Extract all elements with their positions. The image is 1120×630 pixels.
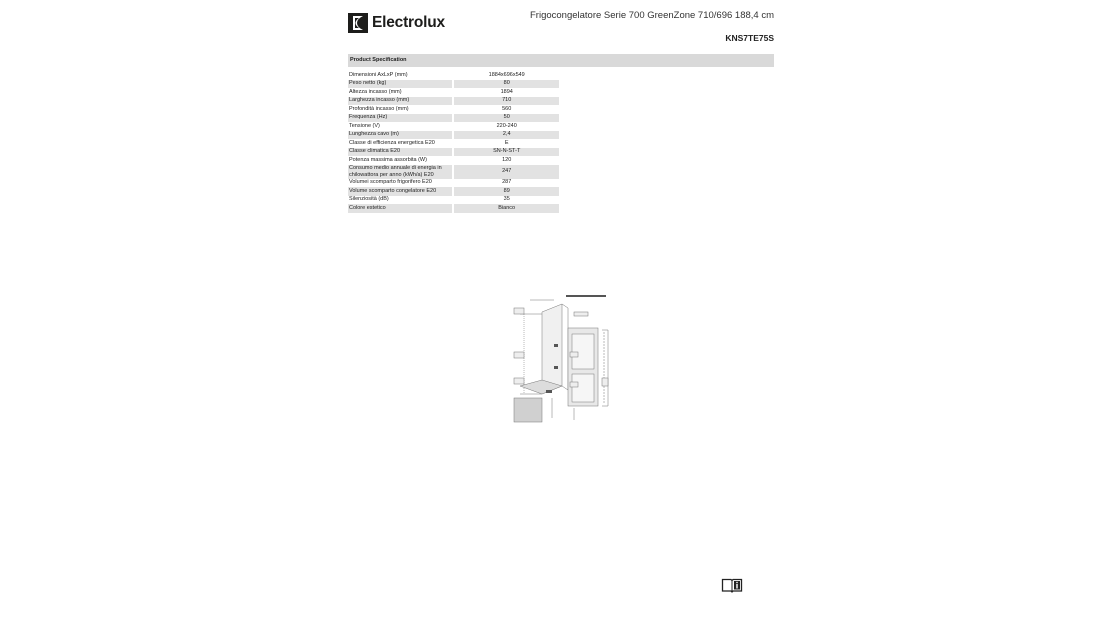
spec-label: Potenza massima assorbita (W) bbox=[349, 156, 427, 163]
spec-section-title: Product Specification bbox=[348, 54, 774, 67]
spec-sheet-page bbox=[346, 6, 776, 626]
spec-label: Consumo medio annuale di energia in chilowattora per anno (kWh/a) E20 bbox=[348, 165, 453, 179]
spec-label: Classe climatica E20 bbox=[348, 148, 453, 157]
model-code: KNS7TE75S bbox=[725, 33, 774, 43]
spec-value: 1884x696x549 bbox=[453, 71, 559, 80]
spec-label: Frequenza (Hz) bbox=[348, 114, 453, 123]
spec-label: Tensione (V) bbox=[349, 122, 380, 129]
spec-value: 710 bbox=[453, 97, 559, 106]
spec-label: Peso netto (kg) bbox=[348, 80, 453, 89]
spec-row bbox=[348, 204, 559, 213]
brand-logo bbox=[348, 13, 445, 33]
spec-row bbox=[348, 156, 559, 165]
spec-label: Volume scomparto congelatore E20 bbox=[348, 187, 453, 196]
spec-value: 89 bbox=[453, 187, 559, 196]
spec-value: E bbox=[453, 139, 559, 148]
spec-label: Colore estetico bbox=[348, 204, 453, 213]
spec-row bbox=[348, 88, 559, 97]
spec-label: Silenziosità (dB) bbox=[349, 196, 389, 203]
spec-row bbox=[348, 165, 559, 179]
spec-value: 35 bbox=[453, 196, 559, 205]
spec-value: 287 bbox=[453, 179, 559, 188]
installation-diagram bbox=[512, 294, 622, 424]
spec-label: Profondità incasso (mm) bbox=[349, 105, 409, 112]
spec-row bbox=[348, 80, 559, 89]
brand-name: Electrolux bbox=[372, 14, 445, 31]
spec-label: Lunghezza cavo (m) bbox=[348, 131, 453, 140]
spec-value: 2,4 bbox=[453, 131, 559, 140]
spec-value: 80 bbox=[453, 80, 559, 89]
electrolux-logo-icon bbox=[348, 13, 368, 33]
spec-row bbox=[348, 71, 559, 80]
spec-label: Classe di efficienza energetica E20 bbox=[349, 139, 435, 146]
spec-label: Volumei scomparto frigorifero E20 bbox=[349, 179, 432, 186]
spec-label: Larghezza incasso (mm) bbox=[348, 97, 453, 106]
spec-row bbox=[348, 187, 559, 196]
spec-value: 247 bbox=[453, 165, 559, 179]
spec-value: 50 bbox=[453, 114, 559, 123]
spec-row bbox=[348, 114, 559, 123]
spec-row bbox=[348, 97, 559, 106]
spec-value: SN-N-ST-T bbox=[453, 148, 559, 157]
spec-label: Altezza incasso (mm) bbox=[349, 88, 402, 95]
spec-row bbox=[348, 196, 559, 205]
spec-value: 560 bbox=[453, 105, 559, 114]
product-title: Frigocongelatore Serie 700 GreenZone 710/696 188,4 cm bbox=[530, 10, 774, 21]
spec-row bbox=[348, 179, 559, 188]
spec-row bbox=[348, 131, 559, 140]
spec-label: Dimensioni AxLxP (mm) bbox=[349, 71, 408, 78]
spec-value: 120 bbox=[453, 156, 559, 165]
spec-row bbox=[348, 105, 559, 114]
spec-value: Bianco bbox=[453, 204, 559, 213]
spec-row bbox=[348, 139, 559, 148]
spec-table bbox=[348, 71, 559, 213]
spec-value: 1894 bbox=[453, 88, 559, 97]
manual-info-icon bbox=[721, 577, 743, 593]
spec-value: 220-240 bbox=[453, 122, 559, 131]
spec-row bbox=[348, 148, 559, 157]
spec-row bbox=[348, 122, 559, 131]
